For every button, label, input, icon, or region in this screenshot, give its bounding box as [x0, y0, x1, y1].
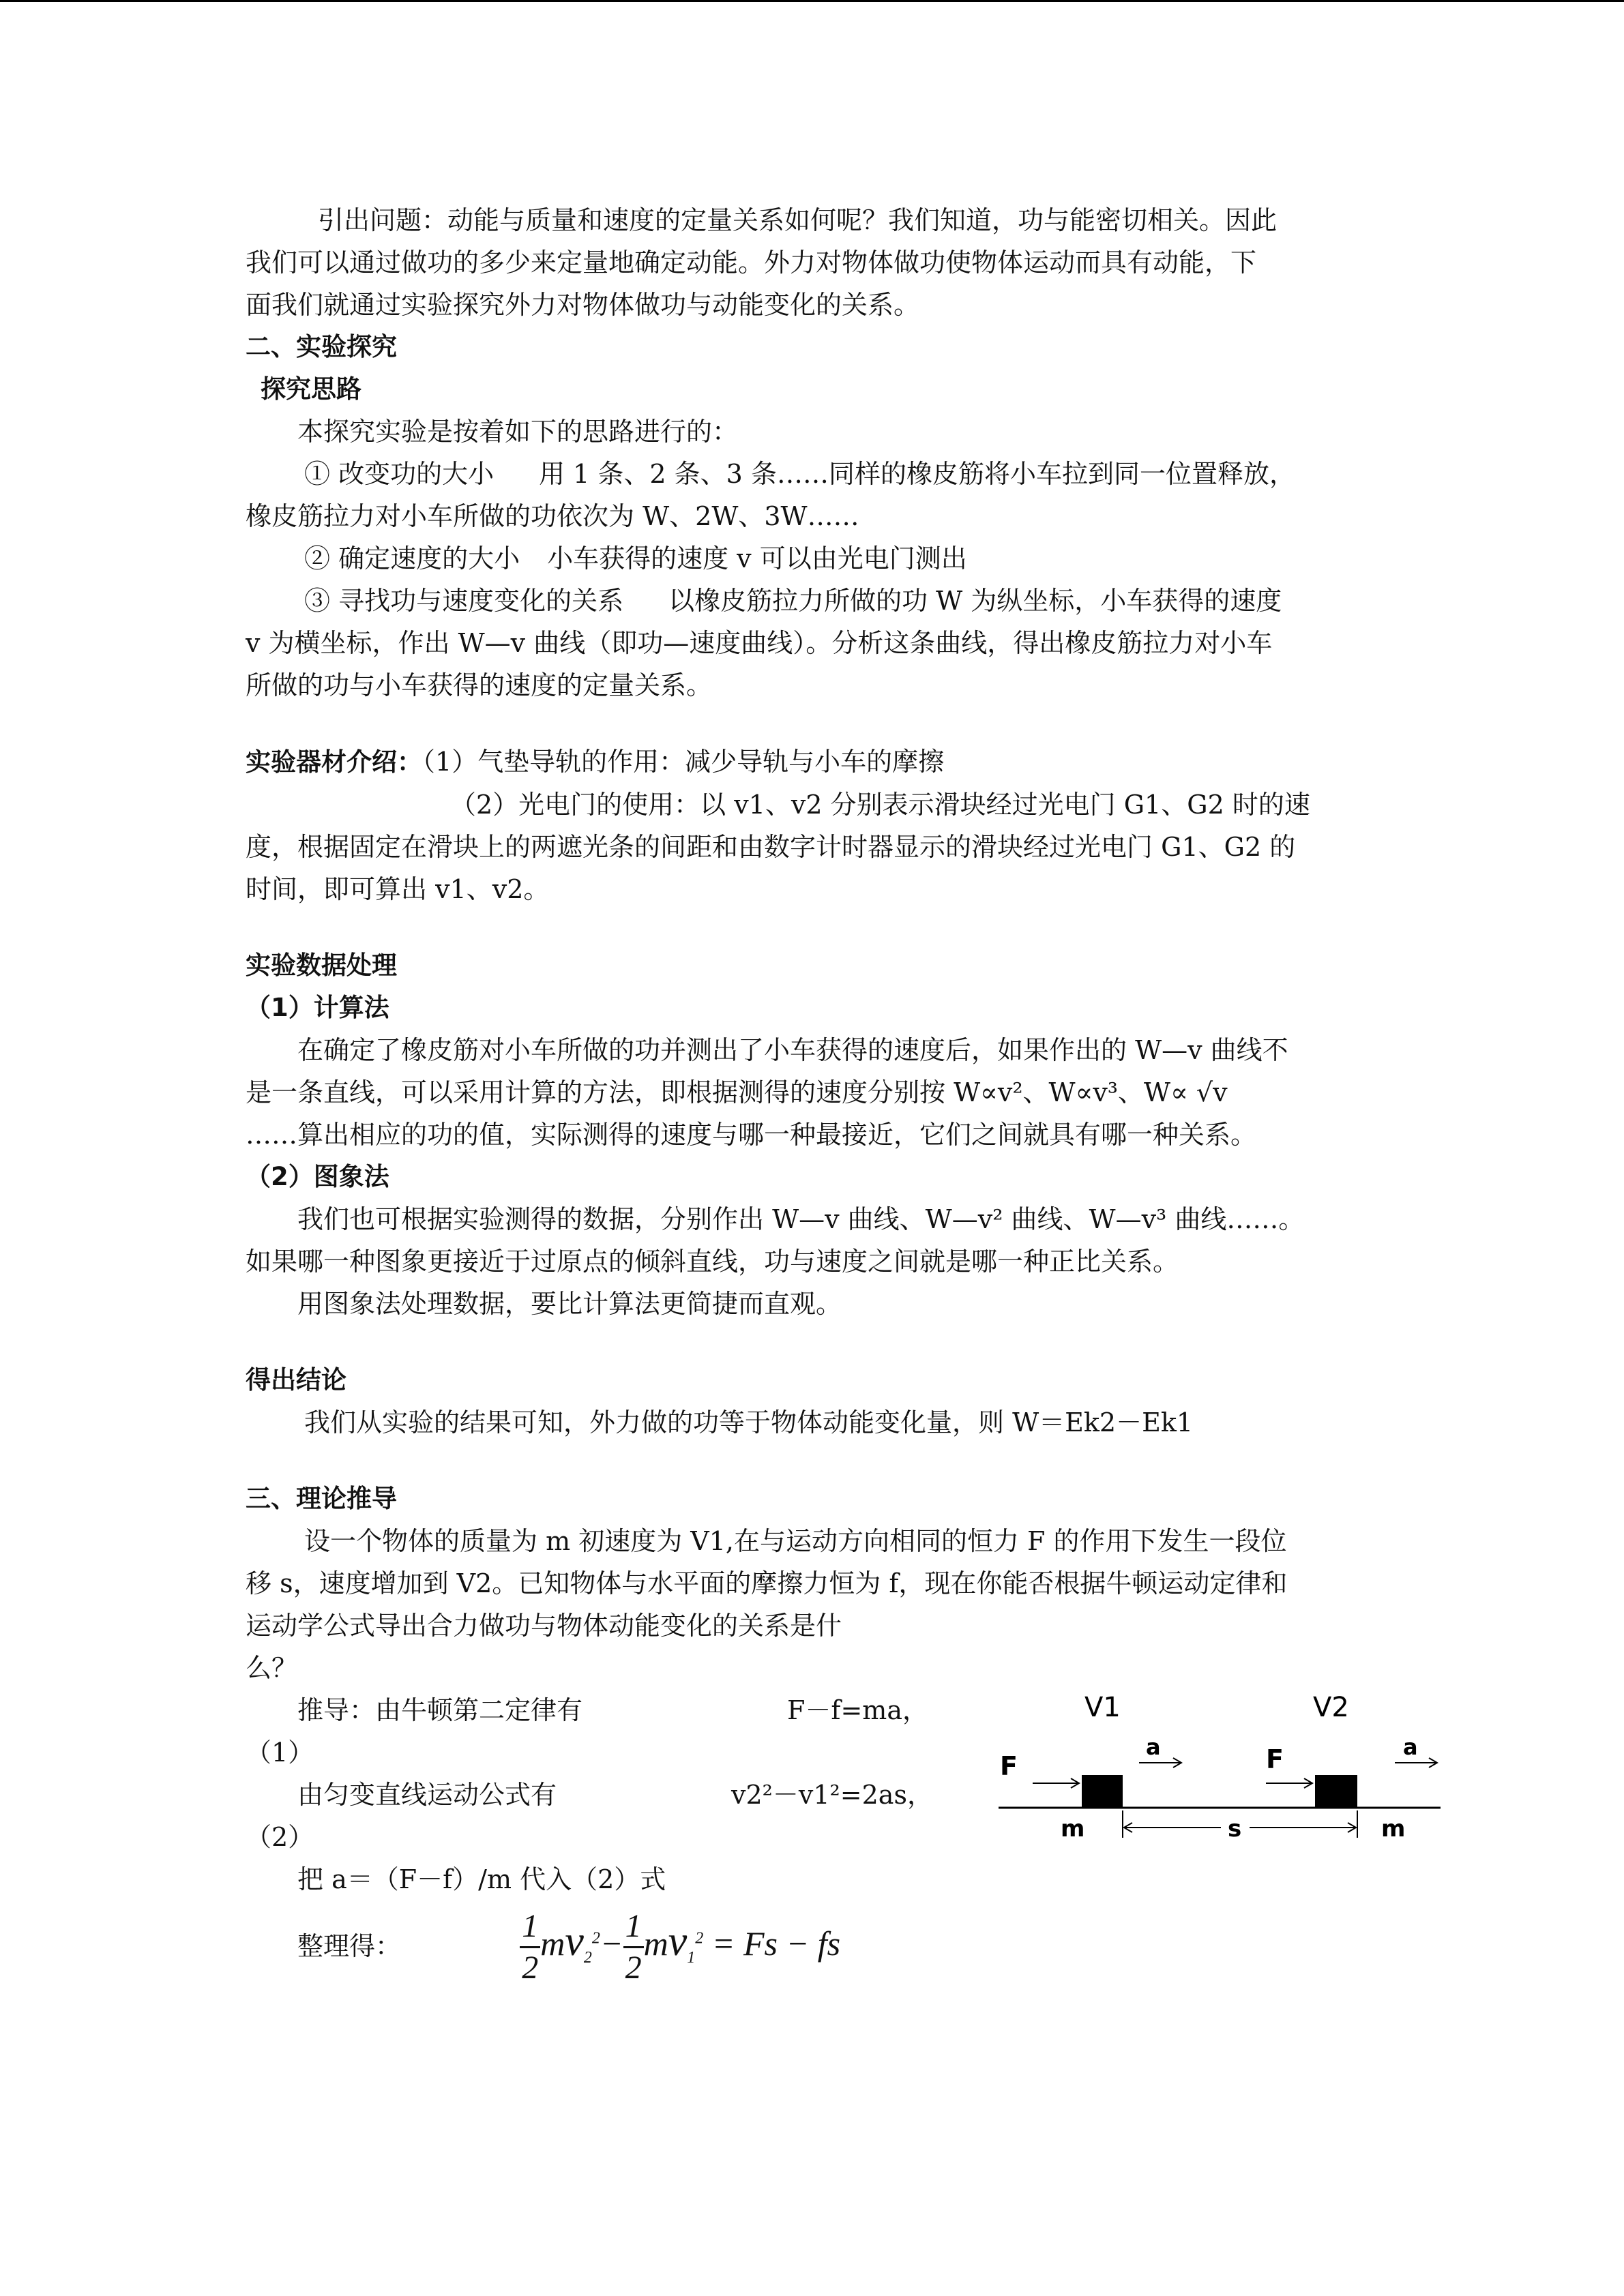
- step3-line2: v 为横坐标，作出 W—v 曲线（即功—速度曲线）。分析这条曲线，得出橡皮筋拉力对小车: [246, 628, 1273, 658]
- formula-sub1: 1: [687, 1949, 696, 1967]
- graph-line-1: 我们也可根据实验测得的数据，分别作出 W—v 曲线、W—v² 曲线、W—v³ 曲线……。: [297, 1204, 1305, 1234]
- label-a-2: a: [1403, 1734, 1418, 1760]
- equip-line-1: [246, 741, 1378, 784]
- formula-sup: 2: [695, 1929, 704, 1948]
- theory-line-2: 移 s，速度增加到 V2。已知物体与水平面的摩擦力恒为 f，现在你能否根据牛顿运动定律和: [246, 1568, 1288, 1598]
- equip-item-2-line3: 时间，即可算出 v1、v2。: [246, 874, 550, 904]
- derivation-1-text: 推导：由牛顿第二定律有: [297, 1695, 583, 1725]
- calc-line-1: 在确定了橡皮筋对小车所做的功并测出了小车获得的速度后，如果作出的 W—v 曲线不: [297, 1035, 1288, 1065]
- formula-minus: −: [600, 1924, 623, 1963]
- theory-line-3: 运动学公式导出合力做功与物体动能变化的关系是什: [246, 1611, 842, 1641]
- section2-title: 二、实验探究: [246, 332, 397, 361]
- spacer: [246, 910, 1378, 944]
- idea-lead: 本探究实验是按着如下的思路进行的：: [297, 417, 739, 447]
- data-title: 实验数据处理: [246, 951, 397, 980]
- formula-v2: v: [565, 1918, 584, 1965]
- step2: [246, 537, 1378, 580]
- result-label: 整理得：: [297, 1931, 402, 1961]
- theory-line-4: 么？: [246, 1653, 298, 1683]
- equip-item-1: （1）气垫导轨的作用：减少导轨与小车的摩擦: [422, 747, 945, 777]
- step1-text: 用 1 条、2 条、3 条……同样的橡皮筋将小车拉到同一位置释放，: [539, 459, 1295, 489]
- equip-item-2: （2）光电门的使用：以 v1、v2 分别表示滑块经过光电门 G1、G2 时的速: [450, 790, 1310, 820]
- frac-num: 1: [625, 1908, 642, 1945]
- derivation-2-eq: v2²－v1²=2as，: [731, 1780, 933, 1810]
- intro-line-3: 面我们就通过实验探究外力对物体做功与动能变化的关系。: [246, 290, 920, 320]
- idea-title: 探究思路: [261, 374, 361, 404]
- step3-line3: 所做的功与小车获得的速度的定量关系。: [246, 670, 713, 700]
- half-fraction-1: [520, 1907, 540, 1988]
- step1-line2: 橡皮筋拉力对小车所做的功依次为 W、2W、3W……: [246, 501, 859, 531]
- block-end: [1315, 1775, 1357, 1808]
- equip-title: 实验器材介绍：: [246, 747, 422, 777]
- derivation-1-eq: F－f=ma，: [787, 1695, 928, 1725]
- motion-diagram: [982, 1688, 1446, 1845]
- step3: [246, 580, 1378, 622]
- graph-line-2: 如果哪一种图象更接近于过原点的倾斜直线，功与速度之间就是哪一种正比关系。: [246, 1247, 1179, 1277]
- intro-line-1: 引出问题：动能与质量和速度的定量关系如何呢？我们知道，功与能密切相关。因此: [318, 205, 1278, 235]
- label-force-2: F: [1266, 1744, 1284, 1774]
- eq-number-2: （2）: [246, 1822, 314, 1852]
- label-mass-2: m: [1381, 1815, 1406, 1843]
- label-v2: V2: [1313, 1692, 1349, 1723]
- graph-title: （2）图象法: [246, 1162, 389, 1191]
- spacer: [246, 706, 1378, 741]
- kinetic-energy-formula: [520, 1908, 841, 1986]
- section3-title: 三、理论推导: [246, 1484, 397, 1513]
- block-start: [1082, 1775, 1123, 1808]
- step2-head: ② 确定速度的大小: [304, 543, 520, 573]
- frac-den: 2: [522, 1950, 539, 1986]
- derivation-2-text: 由匀变直线运动公式有: [297, 1780, 557, 1810]
- spacer: [246, 1325, 1378, 1359]
- step2-text: 小车获得的速度 v 可以由光电门测出: [547, 543, 967, 573]
- calc-line-2: 是一条直线，可以采用计算的方法，即根据测得的速度分别按 W∝v²、W∝v³、W∝ √v: [246, 1077, 1228, 1107]
- eq-number-1: （1）: [246, 1738, 314, 1768]
- label-displacement: s: [1228, 1815, 1242, 1843]
- step1-head: ① 改变功的大小: [304, 459, 494, 489]
- substitution-line: 把 a＝（F－f）/m 代入（2）式: [297, 1864, 666, 1894]
- graph-line-3: 用图象法处理数据，要比计算法更简捷而直观。: [297, 1289, 842, 1319]
- conclusion-line: 我们从实验的结果可知，外力做的功等于物体动能变化量，则 W＝Ek2－Ek1: [304, 1407, 1194, 1437]
- half-fraction-2: [623, 1907, 644, 1988]
- label-mass-1: m: [1061, 1815, 1085, 1843]
- step1: [246, 453, 1378, 495]
- theory-line-1: 设一个物体的质量为 m 初速度为 V1,在与运动方向相同的恒力 F 的作用下发生一段位: [304, 1526, 1287, 1556]
- frac-den: 2: [625, 1950, 642, 1986]
- calc-title: （1）计算法: [246, 993, 389, 1022]
- calc-line-3: ……算出相应的功的值，实际测得的速度与哪一种最接近，它们之间就具有哪一种关系。: [246, 1120, 1257, 1150]
- step3-head: ③ 寻找功与速度变化的关系: [304, 586, 624, 616]
- label-a-1: a: [1146, 1734, 1161, 1760]
- step3-text: 以橡皮筋拉力所做的功 W 为纵坐标，小车获得的速度: [668, 586, 1282, 616]
- frac-num: 1: [522, 1908, 539, 1945]
- result-line: [246, 1900, 1378, 1988]
- label-v1: V1: [1084, 1692, 1121, 1723]
- formula-sub2: 2: [583, 1949, 592, 1967]
- intro-line-2: 我们可以通过做功的多少来定量地确定动能。外力对物体做功使物体运动而具有动能，下: [246, 248, 1257, 278]
- formula-rhs: = Fs − fs: [711, 1924, 841, 1963]
- formula-m: m: [540, 1924, 565, 1963]
- label-force-1: F: [1000, 1751, 1018, 1781]
- formula-v1: v: [668, 1918, 688, 1965]
- top-border: [0, 0, 1624, 2]
- conclusion-title: 得出结论: [246, 1365, 346, 1395]
- equip-item-2-line2: 度，根据固定在滑块上的两遮光条的间距和由数字计时器显示的滑块经过光电门 G1、G2 的: [246, 832, 1296, 862]
- formula-sup: 2: [591, 1929, 600, 1948]
- spacer: [246, 1444, 1378, 1478]
- formula-m: m: [643, 1924, 668, 1963]
